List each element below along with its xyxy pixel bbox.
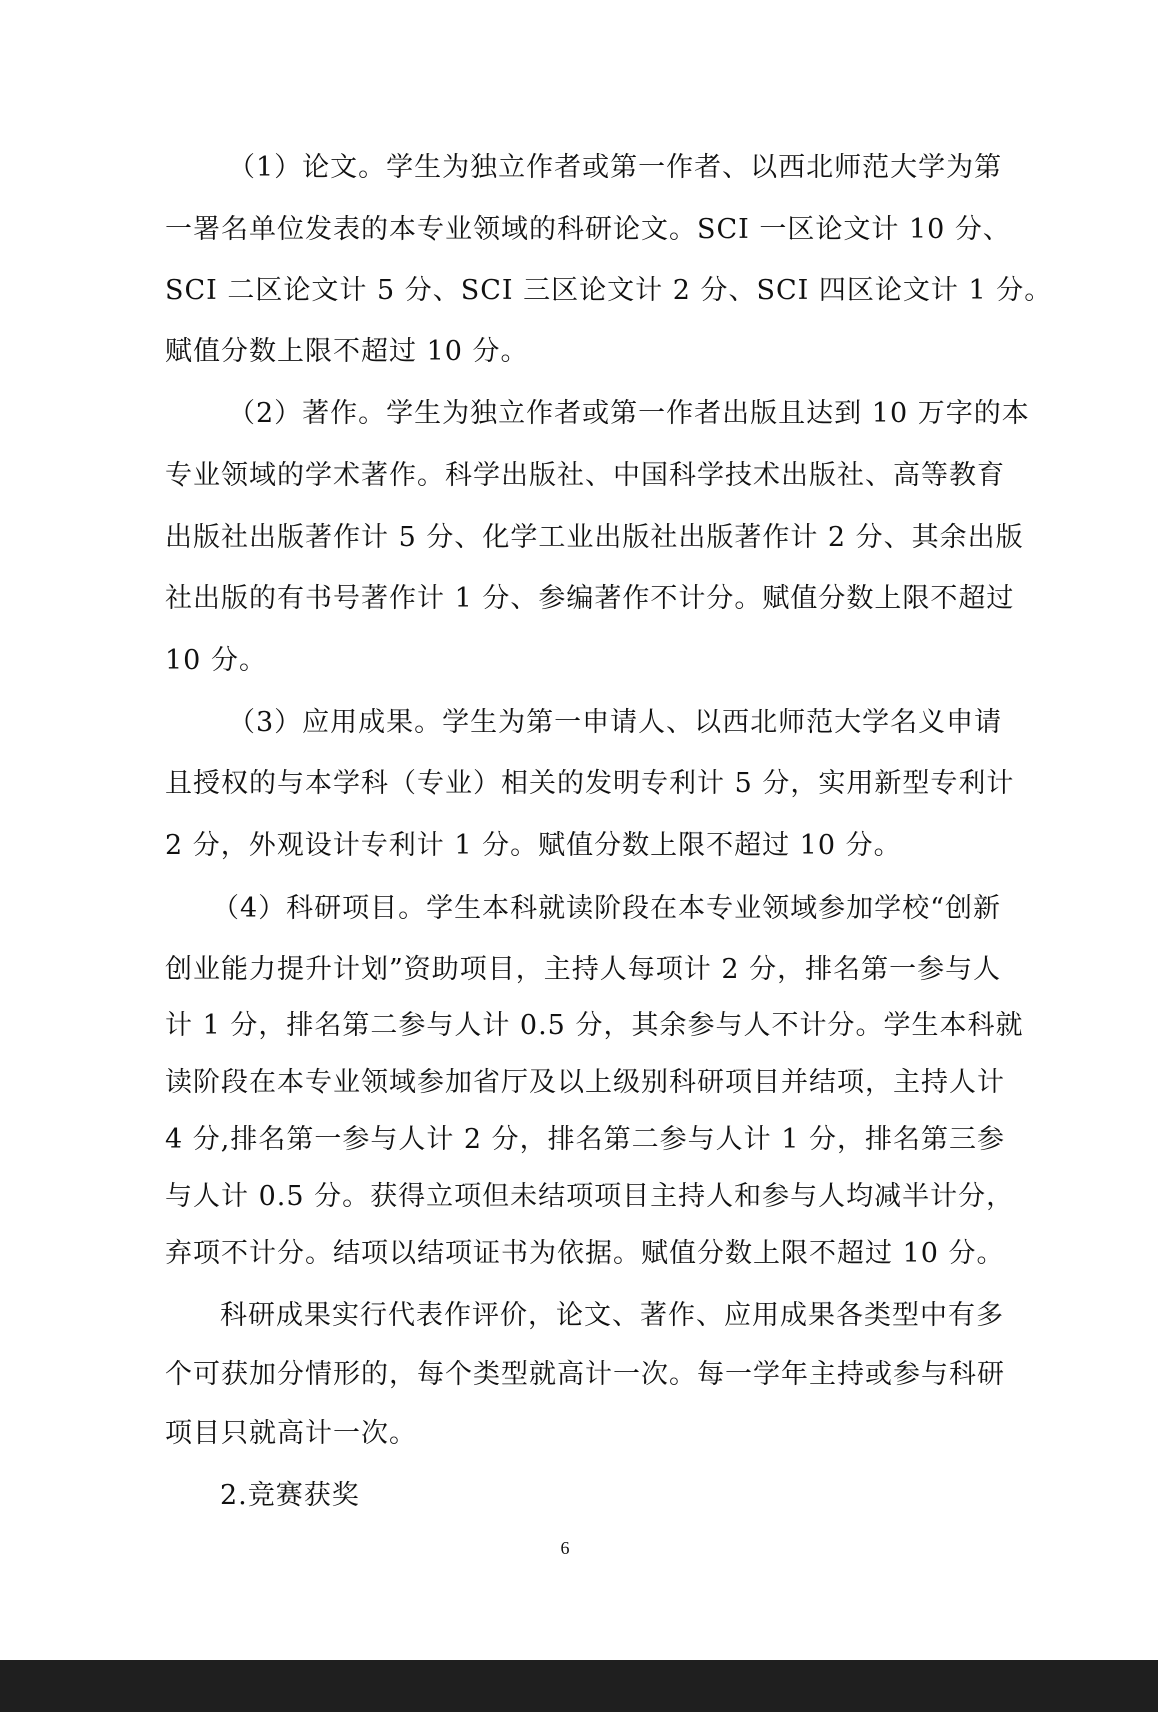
paragraph-line: 个可获加分情形的，每个类型就高计一次。每一学年主持或参与科研 (165, 1359, 1005, 1390)
paragraph-line: （3）应用成果。学生为第一申请人、以西北师范大学名义申请 (228, 707, 1003, 738)
paragraph-line: （4）科研项目。学生本科就读阶段在本专业领域参加学校“创新 (212, 893, 1001, 924)
paragraph-line: 赋值分数上限不超过 10 分。 (165, 336, 529, 367)
section-heading: 2.竞赛获奖 (220, 1480, 360, 1511)
paragraph-line: 一署名单位发表的本专业领域的科研论文。SCI 一区论文计 10 分、 (165, 214, 1011, 245)
paragraph-line: 出版社出版著作计 5 分、化学工业出版社出版著作计 2 分、其余出版 (165, 522, 1024, 553)
paragraph-line: 专业领域的学术著作。科学出版社、中国科学技术出版社、高等教育 (165, 460, 1005, 491)
paragraph-line: （1）论文。学生为独立作者或第一作者、以西北师范大学为第 (228, 152, 1003, 183)
paragraph-line: 2 分，外观设计专利计 1 分。赋值分数上限不超过 10 分。 (165, 830, 902, 861)
paragraph-line: 读阶段在本专业领域参加省厅及以上级别科研项目并结项，主持人计 (165, 1067, 1005, 1098)
paragraph-line: 创业能力提升计划”资助项目，主持人每项计 2 分，排名第一参与人 (165, 954, 1002, 985)
paragraph-line: 社出版的有书号著作计 1 分、参编著作不计分。赋值分数上限不超过 (165, 583, 1015, 614)
paragraph-line: 科研成果实行代表作评价，论文、著作、应用成果各类型中有多 (220, 1300, 1004, 1331)
paragraph-line: 弃项不计分。结项以结项证书为依据。赋值分数上限不超过 10 分。 (165, 1238, 1005, 1269)
paragraph-line: 4 分,排名第一参与人计 2 分，排名第二参与人计 1 分，排名第三参 (165, 1124, 1006, 1155)
paragraph-line: （2）著作。学生为独立作者或第一作者出版且达到 10 万字的本 (228, 398, 1030, 429)
paragraph-line: SCI 二区论文计 5 分、SCI 三区论文计 2 分、SCI 四区论文计 1 分。 (165, 275, 1053, 306)
page-number: 6 (560, 1538, 570, 1558)
viewer-bottom-bar (0, 1660, 1158, 1712)
paragraph-line: 且授权的与本学科（专业）相关的发明专利计 5 分，实用新型专利计 (165, 768, 1015, 799)
paragraph-line: 与人计 0.5 分。获得立项但未结项项目主持人和参与人均减半计分， (165, 1181, 1015, 1212)
paragraph-line: 项目只就高计一次。 (165, 1418, 417, 1449)
paragraph-line: 计 1 分，排名第二参与人计 0.5 分，其余参与人不计分。学生本科就 (165, 1010, 1024, 1041)
paragraph-line: 10 分。 (165, 645, 267, 676)
